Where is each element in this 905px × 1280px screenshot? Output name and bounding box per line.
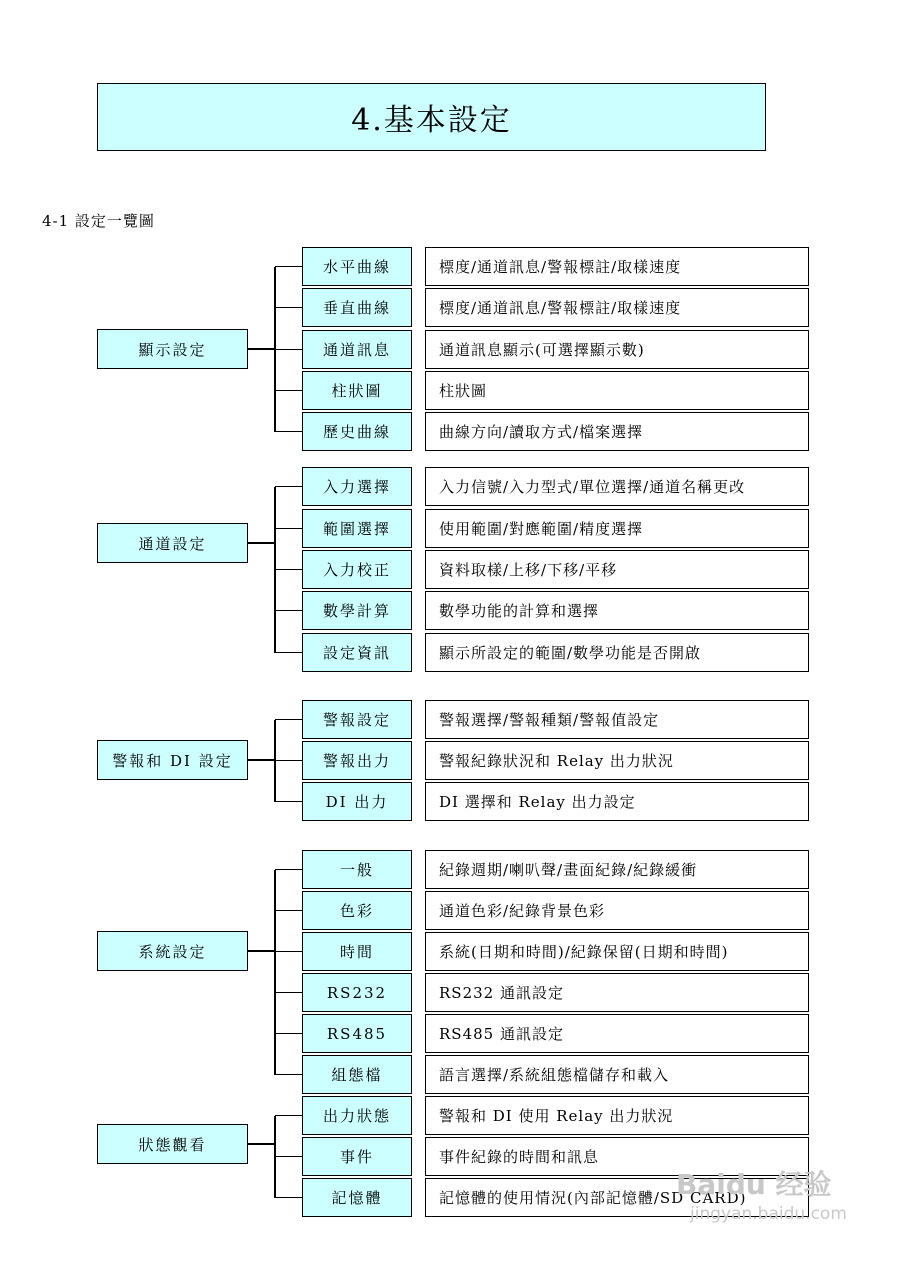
connector-line — [275, 307, 302, 309]
connector-line — [275, 610, 302, 612]
connector-line — [275, 431, 302, 433]
connector-line — [275, 390, 302, 392]
description-box: 柱狀圖 — [425, 371, 809, 410]
subitem-box: 範圍選擇 — [302, 509, 412, 548]
connector-line — [275, 910, 302, 912]
category-box: 警報和 DI 設定 — [97, 740, 248, 780]
connector-line — [275, 349, 302, 351]
description-box: 通道訊息顯示(可選擇顯示數) — [425, 330, 809, 369]
connector-line — [275, 1156, 302, 1158]
subitem-box: 垂直曲線 — [302, 288, 412, 327]
subitem-box: 警報設定 — [302, 700, 412, 739]
subitem-box: 一般 — [302, 850, 412, 889]
connector-line — [274, 870, 276, 1075]
connector-line — [248, 1143, 275, 1145]
description-box: RS485 通訊設定 — [425, 1014, 809, 1053]
subitem-box: 色彩 — [302, 891, 412, 930]
subitem-box: 事件 — [302, 1137, 412, 1176]
connector-line — [275, 992, 302, 994]
subitem-box: 歷史曲線 — [302, 412, 412, 451]
connector-line — [248, 542, 275, 544]
subitem-box: 組態檔 — [302, 1055, 412, 1094]
connector-line — [275, 652, 302, 654]
description-box: 標度/通道訊息/警報標註/取樣速度 — [425, 288, 809, 327]
description-box: 語言選擇/系統組態檔儲存和載入 — [425, 1055, 809, 1094]
section-heading: 4-1 設定一覽圖 — [42, 212, 155, 230]
connector-line — [275, 801, 302, 803]
connector-line — [248, 348, 275, 350]
subitem-box: 出力狀態 — [302, 1096, 412, 1135]
category-box: 通道設定 — [97, 523, 248, 563]
connector-line — [275, 569, 302, 571]
subitem-box: 設定資訊 — [302, 633, 412, 672]
description-box: 資料取樣/上移/下移/平移 — [425, 550, 809, 589]
description-box: 警報選擇/警報種類/警報值設定 — [425, 700, 809, 739]
description-box: 入力信號/入力型式/單位選擇/通道名稱更改 — [425, 467, 809, 506]
connector-line — [248, 950, 275, 952]
connector-line — [275, 528, 302, 530]
description-box: 標度/通道訊息/警報標註/取樣速度 — [425, 247, 809, 286]
connector-line — [248, 759, 275, 761]
watermark-url: jingyan.baidu.com — [690, 1204, 847, 1224]
connector-line — [275, 1115, 302, 1117]
description-box: RS232 通訊設定 — [425, 973, 809, 1012]
subitem-box: 時間 — [302, 932, 412, 971]
subitem-box: 入力選擇 — [302, 467, 412, 506]
subitem-box: RS232 — [302, 973, 412, 1012]
subitem-box: 數學計算 — [302, 591, 412, 630]
subitem-box: RS485 — [302, 1014, 412, 1053]
connector-line — [275, 1074, 302, 1076]
description-box: 通道色彩/紀錄背景色彩 — [425, 891, 809, 930]
category-box: 顯示設定 — [97, 329, 248, 369]
connector-line — [275, 486, 302, 488]
description-box: 記憶體的使用情況(內部記憶體/SD CARD) — [425, 1178, 809, 1217]
subitem-box: 入力校正 — [302, 550, 412, 589]
connector-line — [275, 719, 302, 721]
connector-line — [275, 1197, 302, 1199]
subitem-box: 警報出力 — [302, 741, 412, 780]
description-box: 系統(日期和時間)/紀錄保留(日期和時間) — [425, 932, 809, 971]
category-box: 系統設定 — [97, 931, 248, 971]
description-box: 使用範圍/對應範圍/精度選擇 — [425, 509, 809, 548]
connector-line — [275, 869, 302, 871]
connector-line — [275, 266, 302, 268]
subitem-box: 記憶體 — [302, 1178, 412, 1217]
description-box: 事件紀錄的時間和訊息 — [425, 1137, 809, 1176]
connector-line — [275, 951, 302, 953]
description-box: 數學功能的計算和選擇 — [425, 591, 809, 630]
description-box: 警報和 DI 使用 Relay 出力狀況 — [425, 1096, 809, 1135]
page-title: 4.基本設定 — [97, 83, 766, 151]
description-box: DI 選擇和 Relay 出力設定 — [425, 782, 809, 821]
connector-line — [275, 760, 302, 762]
description-box: 曲線方向/讀取方式/檔案選擇 — [425, 412, 809, 451]
subitem-box: 水平曲線 — [302, 247, 412, 286]
category-box: 狀態觀看 — [97, 1124, 248, 1164]
watermark-brand: Baidu 经验 — [676, 1168, 832, 1201]
description-box: 警報紀錄狀況和 Relay 出力狀況 — [425, 741, 809, 780]
description-box: 紀錄週期/喇叭聲/畫面紀錄/紀錄緩衝 — [425, 850, 809, 889]
subitem-box: 通道訊息 — [302, 330, 412, 369]
subitem-box: 柱狀圖 — [302, 371, 412, 410]
subitem-box: DI 出力 — [302, 782, 412, 821]
description-box: 顯示所設定的範圍/數學功能是否開啟 — [425, 633, 809, 672]
connector-line — [275, 1033, 302, 1035]
